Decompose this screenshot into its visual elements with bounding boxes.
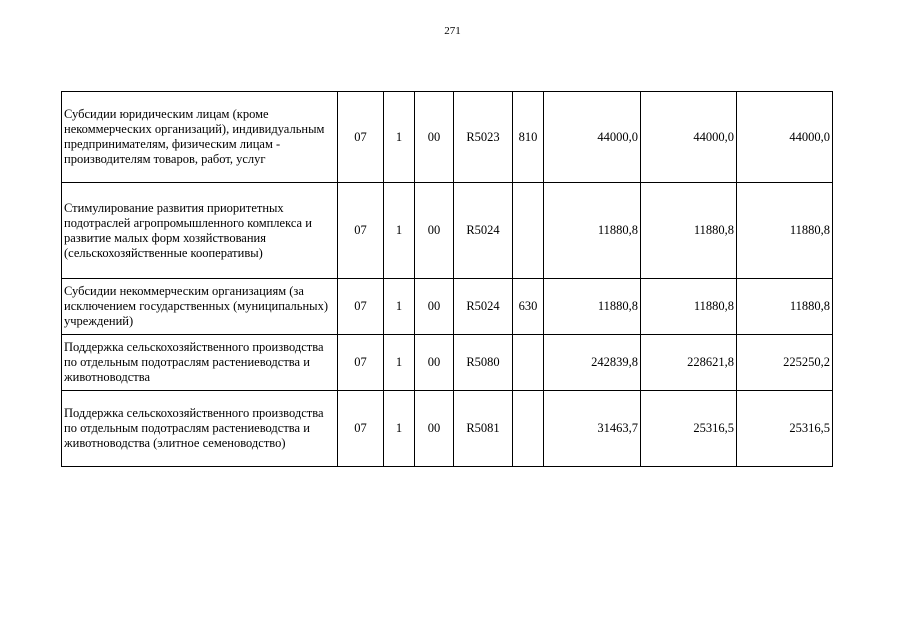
budget-table	[61, 91, 833, 467]
section-code: 07	[338, 92, 384, 183]
amount-3: 225250,2	[737, 335, 833, 391]
program-code: 1	[384, 183, 415, 279]
table-row	[62, 279, 833, 335]
row-name: Субсидии некоммерческим организациям (за исключением государственных (муниципальных) учреждений)	[62, 279, 338, 335]
amount-3: 11880,8	[737, 183, 833, 279]
subprogram-code: 00	[415, 335, 454, 391]
section-code: 07	[338, 391, 384, 467]
amount-2: 44000,0	[641, 92, 737, 183]
amount-3: 44000,0	[737, 92, 833, 183]
target-code: R5080	[454, 335, 513, 391]
amount-1: 44000,0	[544, 92, 641, 183]
amount-2: 11880,8	[641, 183, 737, 279]
section-code: 07	[338, 183, 384, 279]
subprogram-code: 00	[415, 183, 454, 279]
table-row	[62, 183, 833, 279]
row-name: Стимулирование развития приоритетных подотраслей агропромышленного комплекса и развитие малых форм хозяйствования (сельскохозяйственные кооперативы)	[62, 183, 338, 279]
amount-3: 25316,5	[737, 391, 833, 467]
table-row	[62, 92, 833, 183]
amount-2: 25316,5	[641, 391, 737, 467]
program-code: 1	[384, 92, 415, 183]
amount-1: 242839,8	[544, 335, 641, 391]
program-code: 1	[384, 279, 415, 335]
table-row	[62, 391, 833, 467]
target-code: R5023	[454, 92, 513, 183]
table-row	[62, 335, 833, 391]
expense-type-code: 810	[513, 92, 544, 183]
page-number: 271	[444, 25, 461, 37]
amount-2: 228621,8	[641, 335, 737, 391]
amount-1: 11880,8	[544, 183, 641, 279]
amount-1: 11880,8	[544, 279, 641, 335]
row-name: Субсидии юридическим лицам (кроме некоммерческих организаций), индивидуальным предпринимателям, физическим лицам - производителям товаров, работ, услуг	[62, 92, 338, 183]
row-name: Поддержка сельскохозяйственного производства по отдельным подотраслям растениеводства и животноводства (элитное семеноводство)	[62, 391, 338, 467]
row-name: Поддержка сельскохозяйственного производства по отдельным подотраслям растениеводства и животноводства	[62, 335, 338, 391]
amount-2: 11880,8	[641, 279, 737, 335]
subprogram-code: 00	[415, 391, 454, 467]
target-code: R5024	[454, 183, 513, 279]
target-code: R5081	[454, 391, 513, 467]
section-code: 07	[338, 335, 384, 391]
amount-3: 11880,8	[737, 279, 833, 335]
section-code: 07	[338, 279, 384, 335]
subprogram-code: 00	[415, 279, 454, 335]
amount-1: 31463,7	[544, 391, 641, 467]
expense-type-code	[513, 391, 544, 467]
target-code: R5024	[454, 279, 513, 335]
expense-type-code: 630	[513, 279, 544, 335]
subprogram-code: 00	[415, 92, 454, 183]
program-code: 1	[384, 391, 415, 467]
expense-type-code	[513, 183, 544, 279]
program-code: 1	[384, 335, 415, 391]
expense-type-code	[513, 335, 544, 391]
